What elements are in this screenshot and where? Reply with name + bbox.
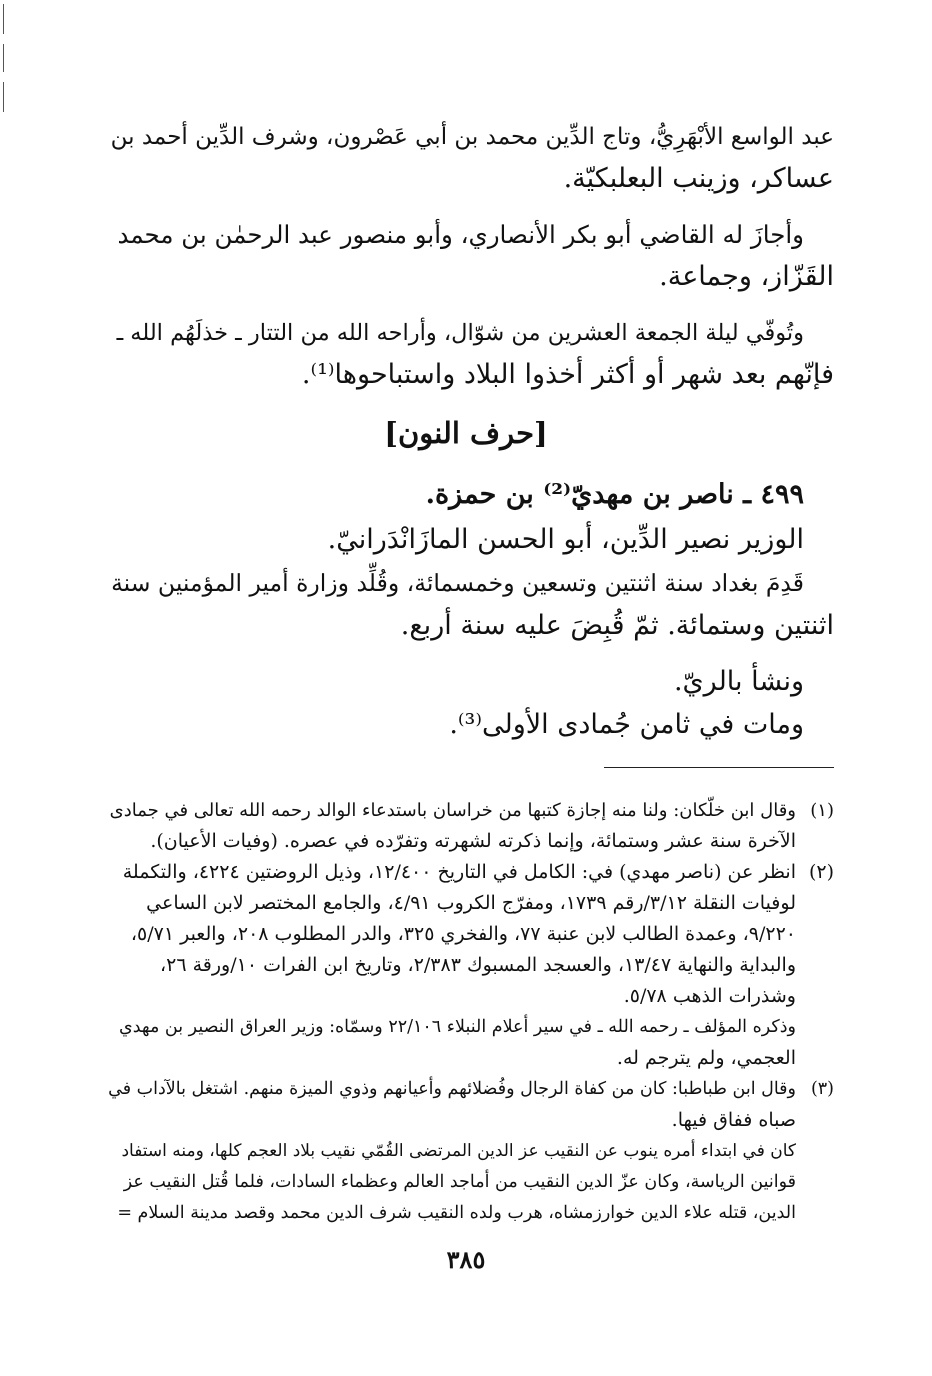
main-line: وأجازَ له القاضي أبو بكر الأنصاري، وأبو منصور عبد الرحمٰن بن محمد	[117, 220, 804, 249]
entry-line: ومات في ثامن جُمادى الأولى⁽³⁾.	[449, 709, 804, 740]
footnote-line: وشذرات الذهب ٥/٧٨.	[623, 985, 796, 1007]
entry-title: ٤٩٩ ـ ناصر بن مهديّ⁽²⁾ بن حمزة.	[425, 479, 804, 510]
entry-line: الوزير نصير الدِّين، أبو الحسن المازَانْدَرانيّ.	[327, 524, 804, 555]
margin-marks	[3, 0, 5, 120]
main-line: عساكر، وزينب البعلبكيّة.	[563, 163, 834, 194]
entry-line: ونشأ بالريّ.	[673, 666, 804, 697]
main-line: القَزّاز، وجماعة.	[659, 261, 834, 292]
footnote-number: (٣)	[810, 1079, 834, 1099]
main-line: فإنّهم بعد شهر أو أكثر أخذوا البلاد واستباحوها⁽¹⁾.	[301, 359, 834, 390]
footnote-text: وقال ابن طباطبا: كان من كفاة الرجال وفُضلائهم وأعيانهم وذوي الميزة منهم. اشتغل بالآداب في	[108, 1079, 796, 1099]
page-number: ٣٨٥	[446, 1245, 486, 1274]
footnote-line: ٩/٢٢٠، وعمدة الطالب لابن عنبة ٧٧، والفخري ٣٢٥، والدر المطلوب ٢٠٨، والعبر ٥/٧١،	[130, 923, 796, 945]
footnote-number: (٢)	[808, 861, 834, 883]
entry-line: اثنتين وستمائة. ثمّ قُبِضَ عليه سنة أربع.	[400, 610, 834, 641]
footnote-line: الدين، قتله علاء الدين خوارزمشاه، هرب ولده النقيب شرف الدين محمد وقصد مدينة السلام =	[117, 1203, 796, 1223]
footnote-line: لوفيات النقلة ٣/١٢/رقم ١٧٣٩، ومفرّج الكروب ٤/٩١، والجامع المختصر لابن الساعي	[146, 892, 796, 914]
footnote-line	[108, 1074, 834, 1105]
footnote-text: انظر عن (ناصر مهدي) في: الكامل في التاريخ ١٢/٤٠٠، وذيل الروضتين ٤٢٢٤، والتكملة	[122, 861, 796, 883]
footnote-line: كان في ابتداء أمره ينوب عن النقيب عز الدين المرتضى القُمّي نقيب بلاد العجم كلها، ومنه استفاد	[121, 1141, 796, 1161]
footnote-line	[108, 857, 834, 888]
footnote-line: والبداية والنهاية ١٣/٤٧، والعسجد المسبوك ٢/٣٨٣، وتاريخ ابن الفرات ١٠/ورقة ٢٦،	[160, 954, 796, 976]
main-line: وتُوفّي ليلة الجمعة العشرين من شوّال، وأراحه الله من التتار ـ خذلَهُم الله ـ	[116, 320, 804, 346]
footnote-line: قوانين الرياسة، وكان عزّ الدين النقيب من أماجد العالم وعظماء السادات، فلما قُتل النقيب عز	[123, 1172, 796, 1192]
footnote-line: الآخرة سنة عشر وستمائة، وإنما ذكرته لشهرته وتفرّده في عصره. (وفيات الأعيان).	[150, 830, 796, 852]
entry-line: قَدِمَ بغداد سنة اثنتين وتسعين وخمسمائة، وقُلِّد وزارة أمير المؤمنين سنة	[111, 569, 804, 597]
main-line: عبد الواسع الأبْهَرِيُّ، وتاج الدِّين محمد بن أبي عَصْرون، وشرف الدِّين أحمد بن	[110, 124, 834, 150]
footnote-line	[108, 795, 834, 826]
footnote-line: العجمي، ولم يترجم له.	[616, 1047, 796, 1069]
footnote-number: (١)	[810, 800, 834, 821]
footnote-text: وقال ابن خلّكان: ولنا منه إجازة كتبها من خراسان باستدعاء الوالد رحمه الله تعالى في جمادى	[109, 800, 796, 821]
footnote-line: وذكره المؤلف ـ رحمه الله ـ في سير أعلام النبلاء ٢٢/١٠٦ وسمّاه: وزير العراق النصير بن مهدي	[119, 1017, 796, 1037]
section-heading: [حرف النون]	[384, 416, 548, 450]
footnote-line: صباه ففاق فيها.	[671, 1109, 796, 1131]
footnote-separator	[604, 767, 834, 768]
